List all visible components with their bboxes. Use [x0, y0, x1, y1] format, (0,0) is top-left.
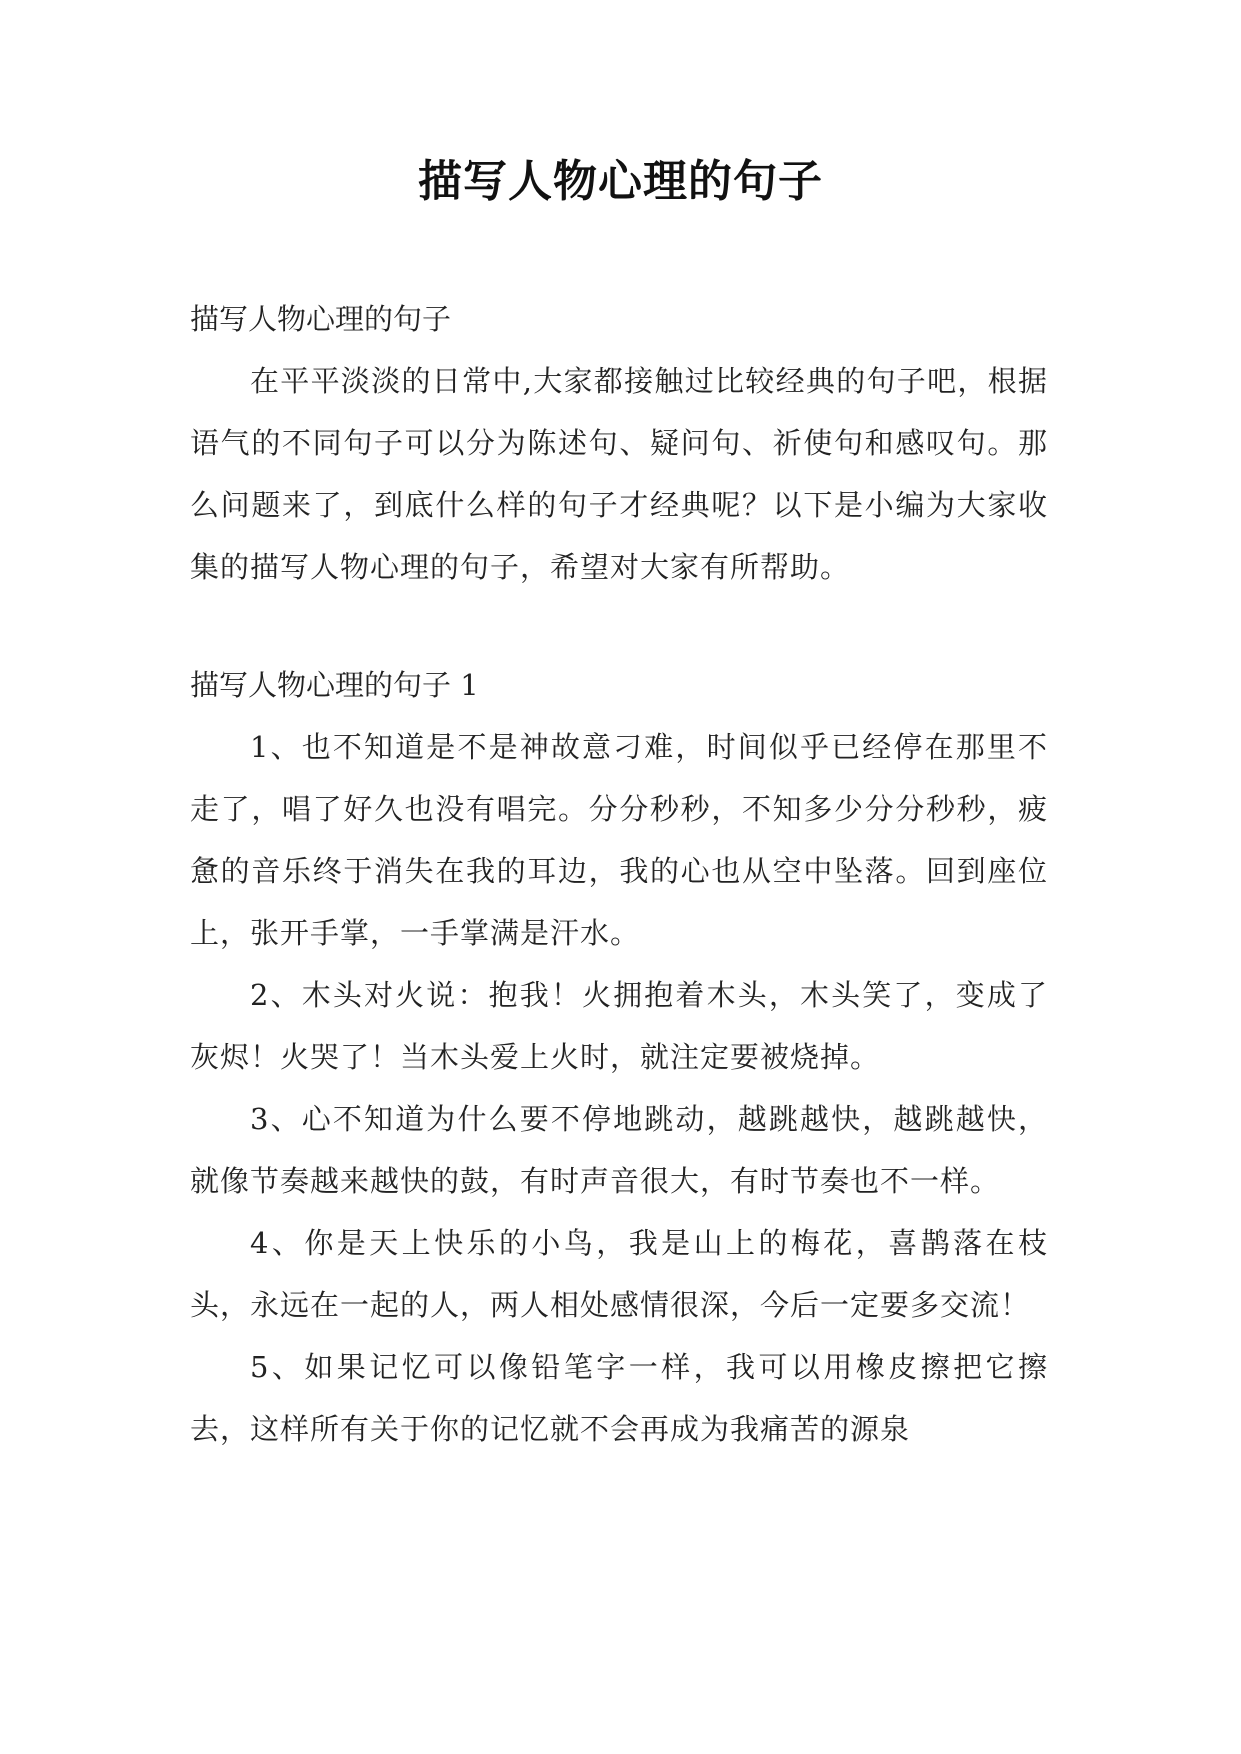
document-title: 描写人物心理的句子	[418, 156, 823, 207]
document-body	[190, 288, 1048, 1460]
section-heading: 描写人物心理的句子 1	[190, 668, 479, 702]
list-item: 5、如果记忆可以像铅笔字一样，我可以用橡皮擦把它擦去，这样所有关于你的记忆就不会再成为我痛苦的源泉	[190, 1350, 1048, 1446]
intro-paragraph: 在平平淡淡的日常中,大家都接触过比较经典的句子吧，根据语气的不同句子可以分为陈述句、疑问句、祈使句和感叹句。那么问题来了，到底什么样的句子才经典呢？以下是小编为大家收集的描写人物心理的句子，希望对大家有所帮助。	[190, 364, 1048, 584]
list-item: 2、木头对火说：抱我！火拥抱着木头，木头笑了，变成了灰烬！火哭了！当木头爱上火时，就注定要被烧掉。	[190, 978, 1048, 1074]
paragraph-gap	[190, 598, 1048, 654]
document-subtitle: 描写人物心理的句子	[190, 302, 452, 336]
list-item: 1、也不知道是不是神故意刁难，时间似乎已经停在那里不走了，唱了好久也没有唱完。分分秒秒，不知多少分分秒秒，疲惫的音乐终于消失在我的耳边，我的心也从空中坠落。回到座位上，张开手掌，一手掌满是汗水。	[190, 730, 1048, 950]
list-item: 4、你是天上快乐的小鸟，我是山上的梅花，喜鹊落在枝头，永远在一起的人，两人相处感情很深，今后一定要多交流！	[190, 1226, 1048, 1322]
list-item: 3、心不知道为什么要不停地跳动，越跳越快，越跳越快，就像节奏越来越快的鼓，有时声音很大，有时节奏也不一样。	[190, 1102, 1048, 1198]
